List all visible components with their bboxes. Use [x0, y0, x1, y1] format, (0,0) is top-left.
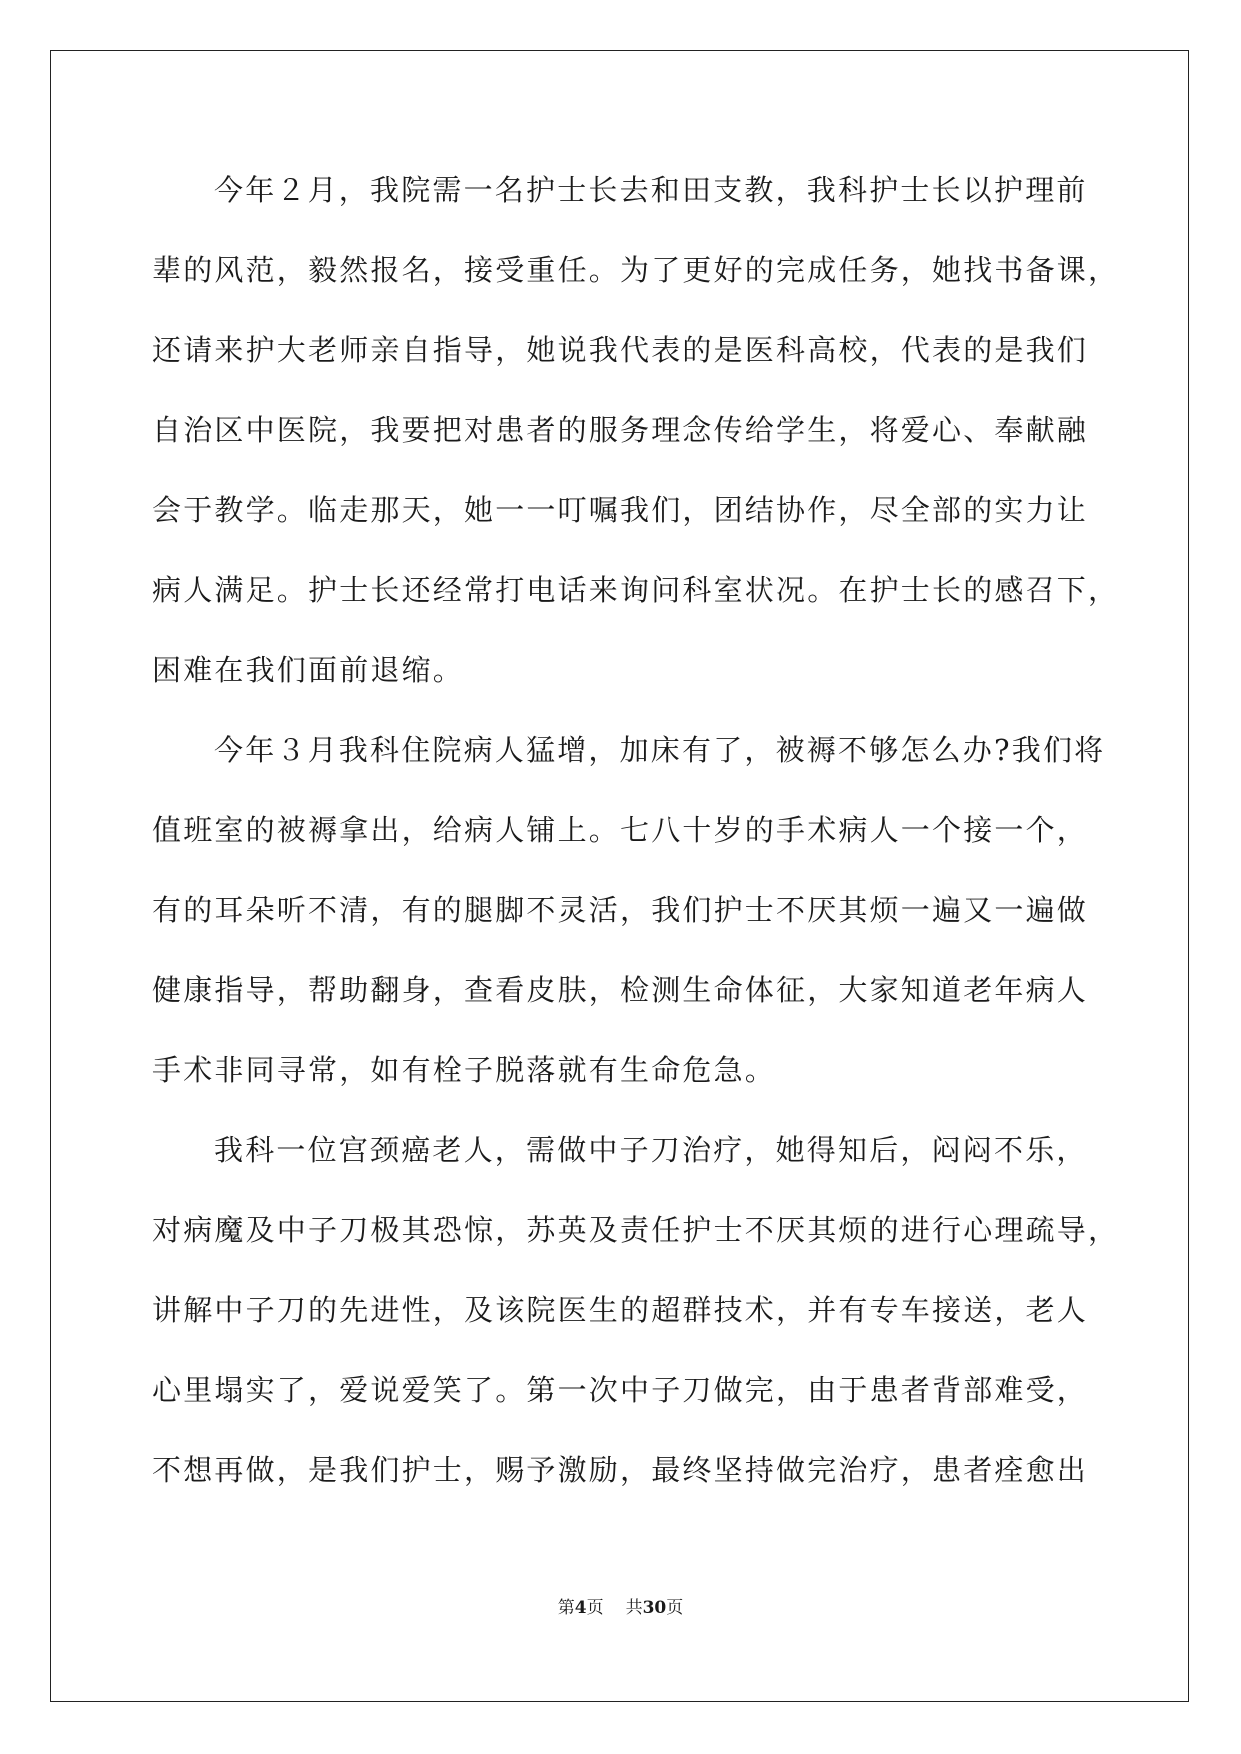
paragraph-3-line-1: 我科一位宫颈癌老人，需做中子刀治疗，她得知后，闷闷不乐，: [214, 1133, 1088, 1167]
paragraph-1-line-2: 辈的风范，毅然报名，接受重任。为了更好的完成任务，她找书备课，: [152, 253, 1120, 287]
paragraph-2-line-1: 今年３月我科住院病人猛增，加床有了，被褥不够怎么办?我们将: [214, 733, 1106, 767]
paragraph-2-line-2: 值班室的被褥拿出，给病人铺上。七八十岁的手术病人一个接一个，: [152, 813, 1089, 847]
footer-page-prefix: 第: [557, 1598, 575, 1618]
paragraph-1-line-5: 会于教学。临走那天，她一一叮嘱我们，团结协作，尽全部的实力让: [152, 493, 1089, 527]
footer-page-number: 4: [574, 1598, 587, 1618]
page-footer: [0, 1596, 1241, 1620]
footer-total-suffix: 页: [666, 1598, 684, 1618]
footer-total-pages: 30: [642, 1598, 667, 1618]
paragraph-3-line-4: 心里塌实了，爱说爱笑了。第一次中子刀做完，由于患者背部难受，: [152, 1373, 1089, 1407]
paragraph-2-line-5: 手术非同寻常，如有栓子脱落就有生命危急。: [152, 1053, 777, 1087]
paragraph-2-line-4: 健康指导，帮助翻身，查看皮肤，检测生命体征，大家知道老年病人: [152, 973, 1089, 1007]
paragraph-3-line-2: 对病魔及中子刀极其恐惊，苏英及责任护士不厌其烦的进行心理疏导，: [152, 1213, 1120, 1247]
document-body: [152, 158, 1120, 1518]
paragraph-1-line-3: 还请来护大老师亲自指导，她说我代表的是医科高校，代表的是我们: [152, 333, 1089, 367]
paragraph-1-line-7: 困难在我们面前退缩。: [152, 653, 465, 687]
footer-page-suffix: 页: [586, 1598, 604, 1618]
paragraph-3-line-5: 不想再做，是我们护士，赐予激励，最终坚持做完治疗，患者痊愈出: [152, 1453, 1089, 1487]
paragraph-1-line-1: 今年２月，我院需一名护士长去和田支教，我科护士长以护理前: [214, 173, 1088, 207]
paragraph-1-line-4: 自治区中医院，我要把对患者的服务理念传给学生，将爱心、奉献融: [152, 413, 1089, 447]
paragraph-1-line-6: 病人满足。护士长还经常打电话来询问科室状况。在护士长的感召下，: [152, 573, 1120, 607]
paragraph-2-line-3: 有的耳朵听不清，有的腿脚不灵活，我们护士不厌其烦一遍又一遍做: [152, 893, 1089, 927]
paragraph-3-line-3: 讲解中子刀的先进性，及该院医生的超群技术，并有专车接送，老人: [152, 1293, 1089, 1327]
footer-total-prefix: 共: [625, 1598, 643, 1618]
